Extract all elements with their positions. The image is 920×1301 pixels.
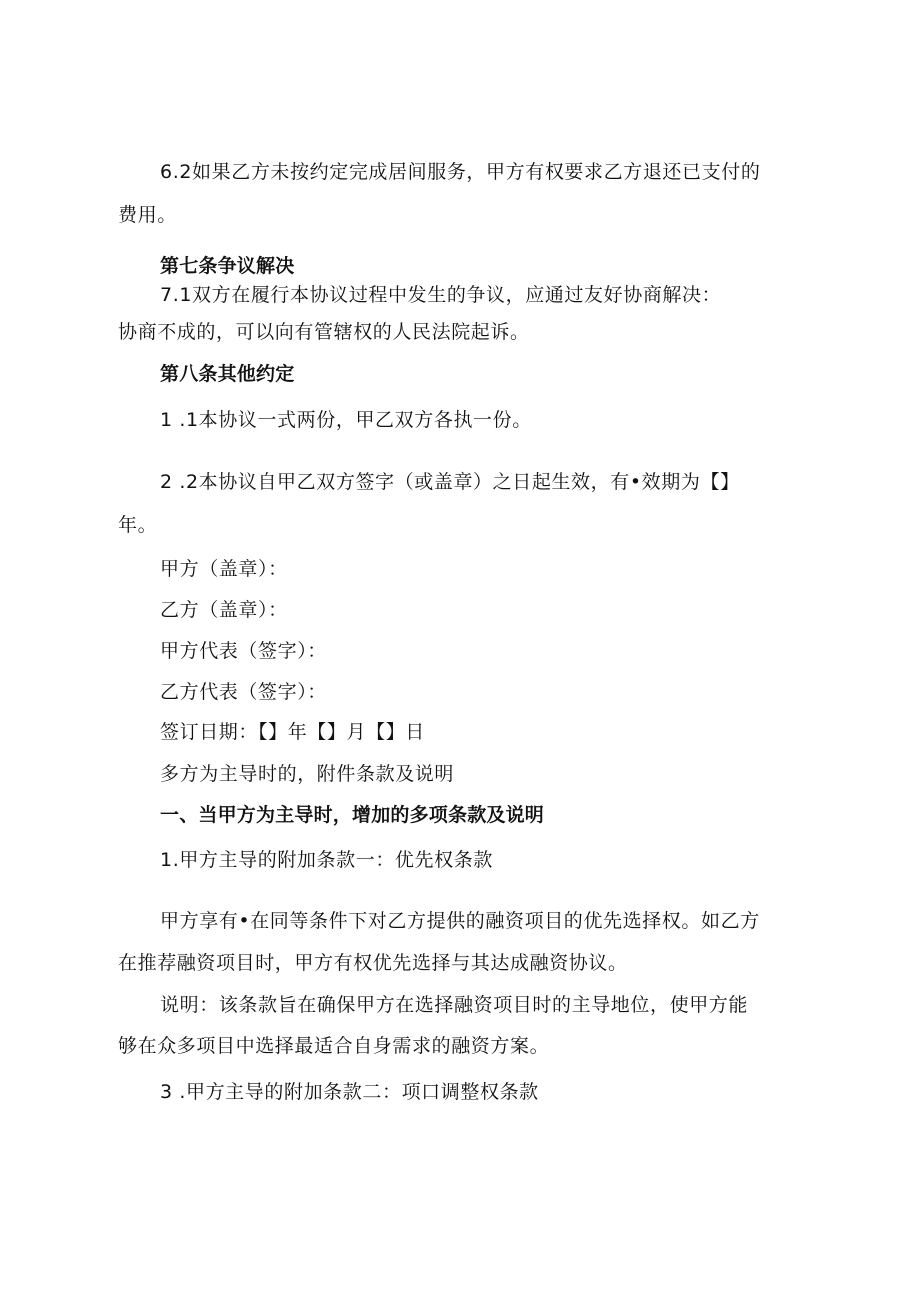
appendix-clause-1-note-line-2: 够在众多项目中选择最适合自身需求的融资方案。 [118, 1035, 550, 1057]
clause-7-1-line-1: 7.1双方在履行本协议过程中发生的争议，应通过友好协商解决： [160, 284, 722, 306]
clause-8-1: 1 .1本协议一式两份，甲乙双方各执一份。 [160, 409, 532, 431]
article-8-heading: 第八条其他约定 [160, 363, 295, 385]
article-7-heading: 第七条争议解决 [160, 255, 295, 277]
appendix-clause-1-note-line-1: 说明：该条款旨在确保甲方在选择融资项目时的主导地位，使甲方能 [160, 994, 749, 1016]
party-a-representative: 甲方代表（签字）： [160, 640, 327, 662]
appendix-clause-1-body-line-2: 在推荐融资项目时，甲方有权优先选择与其达成融资协议。 [118, 952, 628, 974]
clause-8-2-line-1: 2 .2本协议自甲乙双方签字（或盖章）之日起生效，有•效期为【】 [160, 471, 740, 493]
clause-6-2-line-1: 6.2如果乙方未按约定完成居间服务，甲方有权要求乙方退还已支付的 [160, 161, 761, 183]
appendix-clause-1-title: 1.甲方主导的附加条款一：优先权条款 [160, 849, 493, 871]
signing-date: 签订日期：【】年【】月【】日 [160, 721, 425, 743]
appendix-section-1-heading: 一、当甲方为主导时，增加的多项条款及说明 [160, 804, 545, 826]
party-b-representative: 乙方代表（签字）： [160, 681, 327, 703]
clause-7-1-line-2: 协商不成的，可以向有管辖权的人民法院起诉。 [118, 321, 530, 343]
party-b-seal: 乙方（盖章）： [160, 599, 288, 621]
clause-6-2-line-2: 费用。 [118, 204, 177, 226]
clause-8-2-line-2: 年。 [118, 514, 158, 536]
appendix-title: 多方为主导时的，附件条款及说明 [160, 763, 455, 785]
appendix-clause-1-body-line-1: 甲方享有•在同等条件下对乙方提供的融资项目的优先选择权。如乙方 [160, 910, 760, 932]
appendix-clause-2-title: 3 .甲方主导的附加条款二：项口调整权条款 [160, 1081, 539, 1103]
party-a-seal: 甲方（盖章）： [160, 558, 288, 580]
